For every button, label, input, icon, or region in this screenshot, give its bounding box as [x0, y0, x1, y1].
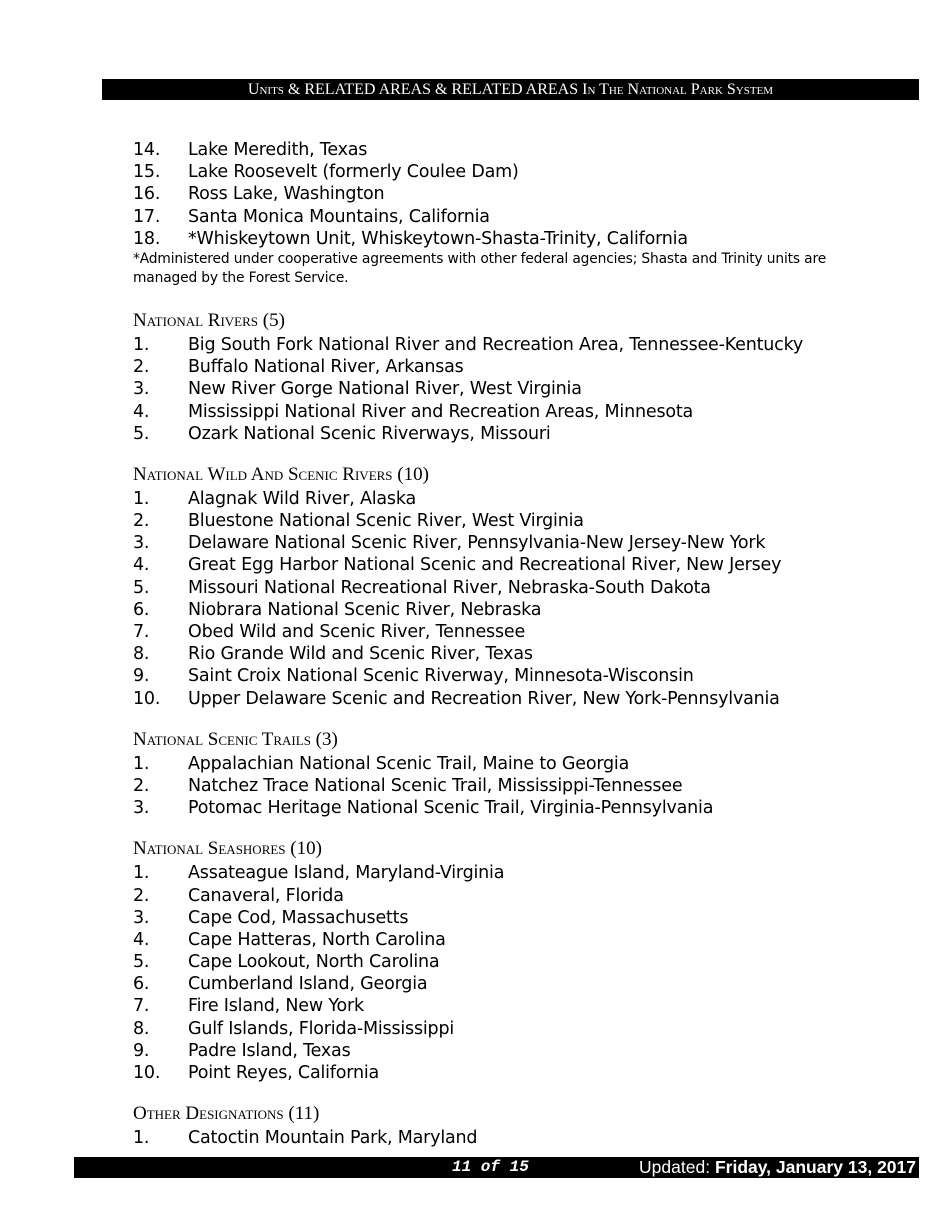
list-item-number: 5.: [133, 952, 150, 973]
list-item: [133, 951, 893, 973]
list-item-number: 10.: [133, 688, 161, 709]
list-item: [133, 1040, 893, 1062]
list-item-number: 3.: [133, 379, 150, 400]
list-item-text: Padre Island, Texas: [188, 1040, 351, 1061]
list-item-text: Fire Island, New York: [188, 996, 364, 1017]
list-item: [133, 228, 893, 250]
section-list: [133, 334, 893, 445]
section: [133, 838, 893, 1084]
section: [133, 464, 893, 710]
list-item-number: 8.: [133, 644, 150, 665]
list-item: [133, 139, 893, 161]
list-item-number: 16.: [133, 184, 161, 205]
section-heading: National Seashores (10): [133, 838, 322, 860]
list-item-number: 3.: [133, 907, 150, 928]
list-item-number: 1.: [133, 863, 150, 884]
section-heading: National Scenic Trails (3): [133, 728, 338, 750]
section: [133, 310, 893, 445]
list-item-number: 7.: [133, 996, 150, 1017]
list-item-text: Missouri National Recreational River, Nebraska-South Dakota: [188, 577, 711, 598]
list-item-text: Great Egg Harbor National Scenic and Recreational River, New Jersey: [188, 555, 782, 576]
page-footer: [74, 1157, 919, 1178]
list-item-text: Potomac Heritage National Scenic Trail, Virginia-Pennsylvania: [188, 798, 714, 819]
page-number: 11 of 15: [452, 1158, 529, 1176]
list-item: [133, 577, 893, 599]
list-item-text: Cape Cod, Massachusetts: [188, 907, 409, 928]
list-item-text: *Whiskeytown Unit, Whiskeytown-Shasta-Trinity, California: [188, 228, 688, 249]
list-item-text: Lake Meredith, Texas: [188, 140, 368, 160]
list-item: [133, 688, 893, 710]
list-item-number: 4.: [133, 555, 150, 576]
list-item: [133, 488, 893, 510]
list-item: [133, 973, 893, 995]
list-item-text: Ross Lake, Washington: [188, 184, 385, 205]
list-item: [133, 183, 893, 205]
list-item-number: 15.: [133, 162, 161, 183]
list-item: [133, 1018, 893, 1040]
list-item-text: Big South Fork National River and Recreation Area, Tennessee-Kentucky: [188, 334, 804, 355]
updated-date: Friday, January 13, 2017: [714, 1157, 916, 1177]
list-item-text: Alagnak Wild River, Alaska: [188, 488, 416, 509]
list-item: [133, 862, 893, 884]
list-item-text: Cape Lookout, North Carolina: [188, 952, 440, 973]
list-item: [133, 1062, 893, 1084]
list-item-text: Point Reyes, California: [188, 1063, 380, 1083]
list-item-text: Saint Croix National Scenic Riverway, Minnesota-Wisconsin: [188, 666, 694, 687]
list-item-text: Gulf Islands, Florida-Mississippi: [188, 1018, 455, 1039]
list-item-number: 7.: [133, 622, 150, 642]
section-heading: National Wild And Scenic Rivers (10): [133, 463, 429, 485]
list-item-number: 1.: [133, 334, 150, 355]
list-item: [133, 797, 893, 819]
list-item-number: 8.: [133, 1018, 150, 1039]
list-item-text: Lake Roosevelt (formerly Coulee Dam): [188, 162, 519, 183]
list-item: [133, 621, 893, 643]
list-item-number: 4.: [133, 929, 150, 950]
list-item-number: 6.: [133, 599, 150, 620]
list-item: [133, 510, 893, 532]
list-item-number: 2.: [133, 511, 150, 532]
list-item-number: 3.: [133, 798, 150, 819]
list-item: [133, 334, 893, 356]
list-item-number: 9.: [133, 666, 150, 687]
list-item: [133, 665, 893, 687]
section-list: [133, 753, 893, 820]
list-item: [133, 1127, 893, 1149]
list-item-number: 4.: [133, 401, 150, 422]
list-item: [133, 995, 893, 1017]
list-item: [133, 423, 893, 445]
updated-stamp: [639, 1157, 916, 1178]
list-item-number: 14.: [133, 140, 161, 160]
section-list: [133, 488, 893, 710]
list-item: [133, 401, 893, 423]
list-item: [133, 161, 893, 183]
updated-label: Updated:: [639, 1157, 711, 1177]
section: [133, 1103, 893, 1149]
list-item-text: Delaware National Scenic River, Pennsylvania-New Jersey-New York: [188, 533, 766, 554]
list-item: [133, 206, 893, 228]
list-item: [133, 378, 893, 400]
section-heading: National Rivers (5): [133, 309, 285, 331]
list-item-text: Catoctin Mountain Park, Maryland: [188, 1128, 478, 1149]
list-item-text: Rio Grande Wild and Scenic River, Texas: [188, 644, 533, 665]
list-item-text: Cape Hatteras, North Carolina: [188, 929, 446, 950]
list-item-number: 9.: [133, 1040, 150, 1061]
page-header: [102, 79, 919, 100]
list-item-text: Mississippi National River and Recreation Areas, Minnesota: [188, 401, 694, 422]
footnote: *Administered under cooperative agreements with other federal agencies; Shasta and Trinity units are managed by the Forest Service.: [133, 250, 827, 286]
list-item-number: 17.: [133, 206, 161, 227]
list-item-text: Niobrara National Scenic River, Nebraska: [188, 599, 542, 620]
list-item-text: Santa Monica Mountains, California: [188, 206, 490, 227]
list-item: [133, 643, 893, 665]
list-item-number: 3.: [133, 533, 150, 554]
list-item-number: 6.: [133, 974, 150, 995]
list-item: [133, 907, 893, 929]
list-item: [133, 775, 893, 797]
list-item-text: New River Gorge National River, West Virginia: [188, 379, 582, 400]
list-item: [133, 554, 893, 576]
list-item: [133, 753, 893, 775]
list-item-text: Canaveral, Florida: [188, 885, 344, 906]
list-item-text: Bluestone National Scenic River, West Virginia: [188, 511, 584, 532]
list-item-text: Upper Delaware Scenic and Recreation River, New York-Pennsylvania: [188, 688, 780, 709]
list-item-number: 2.: [133, 357, 150, 378]
list-item-text: Ozark National Scenic Riverways, Missouri: [188, 423, 551, 444]
list-item: [133, 929, 893, 951]
list-item: [133, 599, 893, 621]
list-item-text: Assateague Island, Maryland-Virginia: [188, 863, 505, 884]
list-item: [133, 356, 893, 378]
header-title: Units & RELATED AREAS & RELATED AREAS In The National Park System: [247, 81, 774, 98]
list-item-number: 2.: [133, 775, 150, 796]
section-heading: Other Designations (11): [133, 1103, 320, 1125]
list-item-number: 10.: [133, 1063, 161, 1083]
section-list: [133, 862, 893, 1084]
list-item-number: 18.: [133, 228, 161, 249]
list-item-text: Obed Wild and Scenic River, Tennessee: [188, 622, 526, 642]
list-item-text: Appalachian National Scenic Trail, Maine to Georgia: [188, 753, 630, 774]
list-item-number: 5.: [133, 577, 150, 598]
list-item-text: Cumberland Island, Georgia: [188, 974, 428, 995]
continued-list: [133, 139, 893, 250]
list-item: [133, 885, 893, 907]
list-item-text: Natchez Trace National Scenic Trail, Mississippi-Tennessee: [188, 775, 683, 796]
list-item-number: 1.: [133, 1128, 150, 1149]
list-item-number: 1.: [133, 488, 150, 509]
section: [133, 729, 893, 820]
document-body: [133, 139, 893, 1149]
list-item-text: Buffalo National River, Arkansas: [188, 357, 464, 378]
list-item-number: 5.: [133, 423, 150, 444]
list-item-number: 1.: [133, 753, 150, 774]
list-item: [133, 532, 893, 554]
sections-container: [133, 310, 893, 1149]
section-list: [133, 1127, 893, 1149]
list-item-number: 2.: [133, 885, 150, 906]
